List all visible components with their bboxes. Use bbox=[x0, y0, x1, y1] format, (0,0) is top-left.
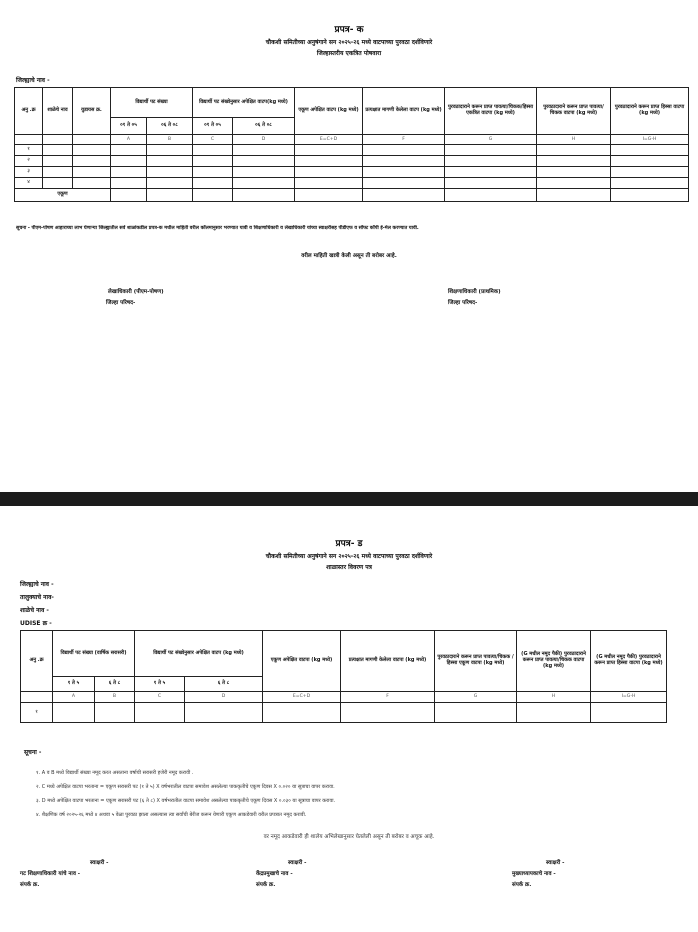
col-range-3: ०१ ते ०५ bbox=[193, 118, 233, 135]
col-range-4: ०६ ते ०८ bbox=[233, 118, 295, 135]
table-row bbox=[15, 167, 689, 178]
form-k-note: सूचना - पीएम-पोषण आहाराच्या लाभ घेणाऱ्या जिल्ह्यातील सर्व शाळांकडील प्रपत्र-क मधील माहिती वरील कॉलमानुसार भरण्यात यावी व शिक्षणाधिकारी व लेखाधिकारी यांच्या स्वाक्षरीसह पीडीएफ व सॉफ्ट कॉपी ई-मेल करण्यात यावी. bbox=[16, 226, 419, 231]
col-expected-group: विद्यार्थी पट संख्येनुसार अपेक्षित वाटप(kg मध्ये) bbox=[193, 88, 295, 118]
form-d-title: प्रपत्र- ड bbox=[335, 539, 363, 549]
col-supplier-share: (G मधील नमूद पैकी) पुरवठादाराने करून प्राप्त हिस्सा वाटपा (kg मध्ये) bbox=[591, 631, 667, 692]
col-letter: F bbox=[363, 135, 445, 145]
col-letter: G bbox=[435, 692, 517, 703]
col-letter: F bbox=[341, 692, 435, 703]
table-row bbox=[15, 145, 689, 156]
form-k-certify: वरील माहिती खात्री केली असून ती बरोबर आहे. bbox=[301, 253, 397, 259]
education-officer-signature: शिक्षणाधिकारी (प्राथमिक) जिल्हा परिषद- bbox=[448, 289, 501, 306]
col-letter: G bbox=[445, 135, 537, 145]
col-letter: H bbox=[537, 135, 611, 145]
col-expected-group: विद्यार्थी पट संख्येनुसार अपेक्षित वाटप (kg मध्ये) bbox=[135, 631, 263, 677]
table-row bbox=[15, 156, 689, 167]
notes-list bbox=[36, 766, 676, 822]
col-range-2: ०६ ते ०८ bbox=[147, 118, 193, 135]
col-sr: अनु .क्र bbox=[15, 88, 43, 135]
form-d-sheet bbox=[0, 506, 698, 932]
col-supplier-received: पुरवठादाराने करून प्राप्त पावत्या/चिकक/हिस्सा एकत्रित वाटपा (kg मध्ये) bbox=[445, 88, 537, 135]
note-item: ३. D मध्ये अपेक्षित वाटपा भरताना = एकूण सरासरी पट (६ ते ८) X वर्षभरातील वाटपा समावेश असलेल्या पाककृतीचे एकूण दिवस X ०.०३० या सूत्राचा वापर करावा. bbox=[36, 798, 336, 804]
col-letter: B bbox=[95, 692, 135, 703]
col-total-expected: एकूण अपेक्षित वाटप (kg मध्ये) bbox=[295, 88, 363, 135]
col-actual-demand: प्रत्यक्षात मागणी केलेला वाटप (kg मध्ये) bbox=[363, 88, 445, 135]
block-education-officer-signature: स्वाक्षरी - गट शिक्षणाधिकारी यांचे नाव - संपर्क क्र. bbox=[20, 860, 109, 888]
col-letter: C bbox=[135, 692, 185, 703]
form-d-certify: वर नमूद आकडेवारी ही शालेय अभिलेखानुसार घेतलेली असून ती बरोबर व अचूक आहे. bbox=[263, 834, 435, 840]
col-letter: H bbox=[517, 692, 591, 703]
col-range-1: ०१ ते ०५ bbox=[111, 118, 147, 135]
col-supplier-share: पुरवठादाराने करून प्राप्त हिस्सा वाटपा (kg मध्ये) bbox=[611, 88, 689, 135]
col-range-3: १ ते ५ bbox=[135, 677, 185, 692]
center-head-signature: स्वाक्षरी - केंद्रप्रमुखाचे नाव - संपर्क क्र. bbox=[256, 860, 307, 888]
taluka-name-label: तालुक्याचे नाव- bbox=[20, 594, 54, 601]
accounts-officer-signature: लेखाधिकारी (पीएम-पोषण) जिल्हा परिषद- bbox=[106, 289, 164, 306]
form-k-subtitle-2: जिल्हास्तरीय एकत्रित पोषवारा bbox=[316, 50, 382, 57]
form-d-table bbox=[20, 630, 667, 723]
col-letter: C bbox=[193, 135, 233, 145]
form-d-subtitle-2: शाळास्तर विवरण पत्र bbox=[326, 564, 372, 571]
row-number: ३ bbox=[15, 167, 43, 178]
row-number: ४ bbox=[15, 178, 43, 189]
col-udise: युडायस क्र. bbox=[73, 88, 111, 135]
col-letter: E=C+D bbox=[295, 135, 363, 145]
col-letter: A bbox=[53, 692, 95, 703]
total-row bbox=[15, 189, 689, 202]
col-total-expected: एकूण अपेक्षित वाटपा (kg मध्ये) bbox=[263, 631, 341, 692]
headmaster-signature: स्वाक्षरी - मुख्याध्यापकाचे नाव - संपर्क क्र. bbox=[512, 860, 565, 888]
col-range-1: १ ते ५ bbox=[53, 677, 95, 692]
table-row bbox=[15, 178, 689, 189]
form-k-subtitle: चौकशी समितीच्या अनुषंगाने सन २०२५-२६ मध्ये वाटपाच्या पुरवठा दर्शविणारे bbox=[265, 39, 433, 46]
col-letter: D bbox=[185, 692, 263, 703]
col-letter: D bbox=[233, 135, 295, 145]
col-letter: E=C+D bbox=[263, 692, 341, 703]
form-d-subtitle: चौकशी समितीच्या अनुषंगाने सन २०२५-२६ मध्ये वाटपाच्या पुरवठा दर्शविणारे bbox=[265, 553, 433, 560]
school-name-label: शाळेचे नाव - bbox=[20, 607, 49, 614]
col-letter: I=G-H bbox=[591, 692, 667, 703]
row-number: १ bbox=[21, 703, 53, 723]
col-supplier-received: पुरवठादाराने करून प्राप्त पावत्या/चिकक /हिस्सा एकूण वाटपा (kg मध्ये) bbox=[435, 631, 517, 692]
col-sr: अनु .क्र bbox=[21, 631, 53, 692]
col-students-group: विद्यार्थी पट संख्या bbox=[111, 88, 193, 118]
row-number: १ bbox=[15, 145, 43, 156]
col-letter: A bbox=[111, 135, 147, 145]
page-divider bbox=[0, 492, 698, 506]
note-item: २. C मध्ये अपेक्षित वाटपा भरताना = एकूण सरासरी पट (१ ते ५) X वर्षभरातील वाटपा समावेश असलेल्या पाककृतीचे एकूण दिवस X ०.०२० या सूत्राचा वापर करावा. bbox=[36, 784, 335, 790]
table-row bbox=[21, 703, 667, 723]
form-k-title: प्रपत्र- क bbox=[334, 25, 364, 35]
udise-label: UDISE क्र - bbox=[20, 620, 52, 627]
note-item: १. A व B मध्ये विद्यार्थी संख्या नमूद करत असताना वर्षाची सरासरी हजेरी नमूद करावी . bbox=[36, 770, 194, 776]
col-school: शाळेचे नाव bbox=[43, 88, 73, 135]
col-students-group: विद्यार्थी पट संख्या (वार्षिक सरासरी) bbox=[53, 631, 135, 677]
col-letter: B bbox=[147, 135, 193, 145]
col-supplier-distributed: (G मधील नमूद पैकी) पुरवठादाराने करून प्राप्त पावत्या/चिकक वाटपा (kg मध्ये) bbox=[517, 631, 591, 692]
col-supplier-distributed: पुरवठादाराने करून प्राप्त पावत्या/चिकक वाटपा (kg मध्ये) bbox=[537, 88, 611, 135]
col-letter: I=G-H bbox=[611, 135, 689, 145]
form-k-table bbox=[14, 87, 689, 202]
col-range-4: ६ ते ८ bbox=[185, 677, 263, 692]
district-name-label: जिल्ह्याचे नाव - bbox=[16, 77, 50, 84]
note-item: ४. शैक्षणिक वर्ष २०२५-२६ मध्ये ४ अथवा ५ वेळा पुरवठा झाला असल्यास त्या सर्वांची बेरीज करून येणारी एकूण आकडेवारी वरील प्रपत्रात नमूद करावी. bbox=[36, 812, 307, 818]
col-actual-demand: प्रत्यक्षात मागणी केलेला वाटपा (kg मध्ये) bbox=[341, 631, 435, 692]
row-number: २ bbox=[15, 156, 43, 167]
district-name-label: जिल्ह्याचे नाव - bbox=[20, 581, 54, 588]
notes-label: सूचना - bbox=[24, 749, 42, 756]
total-label: एकूण bbox=[15, 189, 111, 202]
col-range-2: ६ ते ८ bbox=[95, 677, 135, 692]
